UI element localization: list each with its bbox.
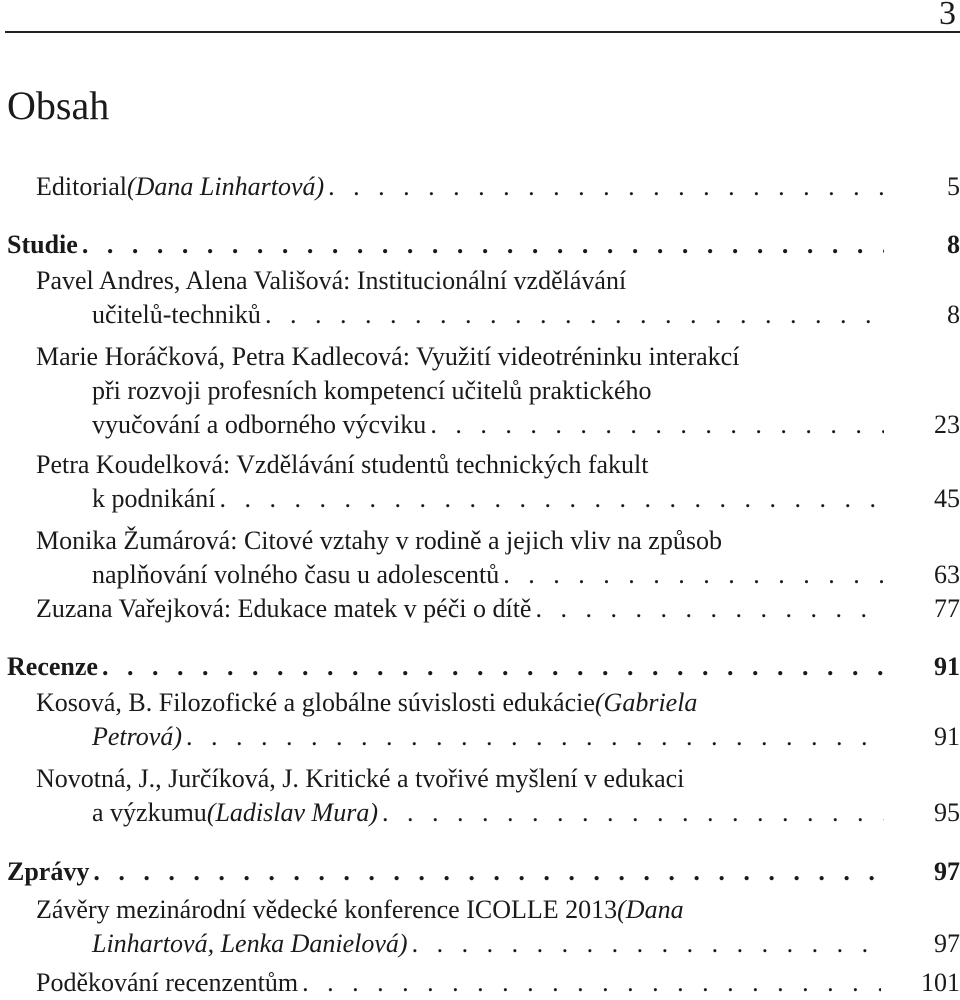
toc-line [36,170,960,204]
toc-line [92,720,960,754]
toc-entry-text: Studie [7,230,78,259]
toc-page-number: 45 [934,484,960,513]
toc-entry-text: Pavel Andres, Alena Vališová: Institucionální vzdělávání [36,266,627,295]
toc-line [92,927,960,961]
toc-page-number: 8 [947,300,960,329]
toc-entry-text: Kosová, B. Filozofické a globálne súvislosti edukácie [36,688,595,717]
toc-page-number: 63 [934,560,960,589]
toc-line [36,966,960,1000]
toc-line [36,524,722,558]
toc-entry-text: Novotná, J., Jurčíková, J. Kritické a tvořivé myšlení v edukaci [36,764,685,793]
toc-line [92,558,960,592]
toc-entry-text: vyučování a odborného výcviku [92,410,427,439]
toc-page-number: 77 [934,594,960,623]
toc-entry-text: Marie Horáčková, Petra Kadlecová: Využití videotréninku interakcí [36,342,740,371]
toc-entry-text: k podnikání [92,484,216,513]
toc-line [36,592,960,626]
toc-line [36,264,626,298]
toc-entry-author: Petrová) [92,722,182,751]
toc-line [7,855,960,889]
toc-page-number: 23 [934,410,960,439]
toc-entry-author: Linhartová, Lenka Danielová) [92,929,408,958]
toc-entry-text: a výzkumu [92,798,207,827]
toc-page-number: 8 [947,230,960,259]
dot-leader [93,855,884,889]
toc-line [92,298,960,332]
toc-line [92,374,652,408]
toc-entry-text: učitelů-techniků [92,300,261,329]
toc-entry-text: při rozvoji profesních kompetencí učitelů praktického [92,376,652,405]
dot-leader [82,228,884,262]
dot-leader [220,482,885,516]
dot-leader [302,966,881,1000]
toc-entry-text: Editorial [36,172,127,201]
dot-leader [102,650,884,684]
toc-entry-author: (Dana [617,895,684,924]
toc-entry-text: Recenze [7,652,98,681]
page-number: 3 [939,0,956,32]
toc-entry-text: Zprávy [7,857,90,886]
toc-entry-author: (Dana Linhartová) [126,172,325,201]
toc-line [36,686,697,720]
toc-page-number: 101 [921,968,960,997]
toc-page-number: 5 [947,172,960,201]
toc-page-number: 97 [934,857,960,886]
toc-line [7,650,960,684]
toc-line [36,340,739,374]
dot-leader [535,592,884,626]
toc-line [36,762,684,796]
toc-entry-text: Petra Koudelková: Vzdělávání studentů technických fakult [36,450,649,479]
dot-leader [265,298,884,332]
dot-leader [382,796,884,830]
toc-entry-text: naplňování volného času u adolescentů [92,560,500,589]
toc-page-number: 95 [934,798,960,827]
dot-leader [430,408,884,442]
dot-leader [503,558,884,592]
dot-leader [328,170,884,204]
toc-line [36,893,684,927]
toc-page-number: 91 [934,722,960,751]
dot-leader [186,720,884,754]
toc-line [92,796,960,830]
toc-entry-text: Zuzana Vařejková: Edukace matek v péči o dítě [36,594,532,623]
toc-entry-author: (Ladislav Mura) [206,798,378,827]
page-title: Obsah [7,83,110,128]
dot-leader [412,927,884,961]
toc-entry-text: Závěry mezinárodní vědecké konference ICOLLE 2013 [36,895,618,924]
toc-line [36,448,649,482]
toc-entry-text: Monika Žumárová: Citové vztahy v rodině a jejich vliv na způsob [36,526,722,555]
toc-entry-author: (Gabriela [594,688,698,717]
header-rule [5,31,960,33]
toc-page-number: 97 [934,929,960,958]
toc-line [92,482,960,516]
toc-line [7,228,960,262]
toc-line [92,408,960,442]
toc-entry-text: Poděkování recenzentům [36,968,299,997]
toc-page-number: 91 [934,652,960,681]
